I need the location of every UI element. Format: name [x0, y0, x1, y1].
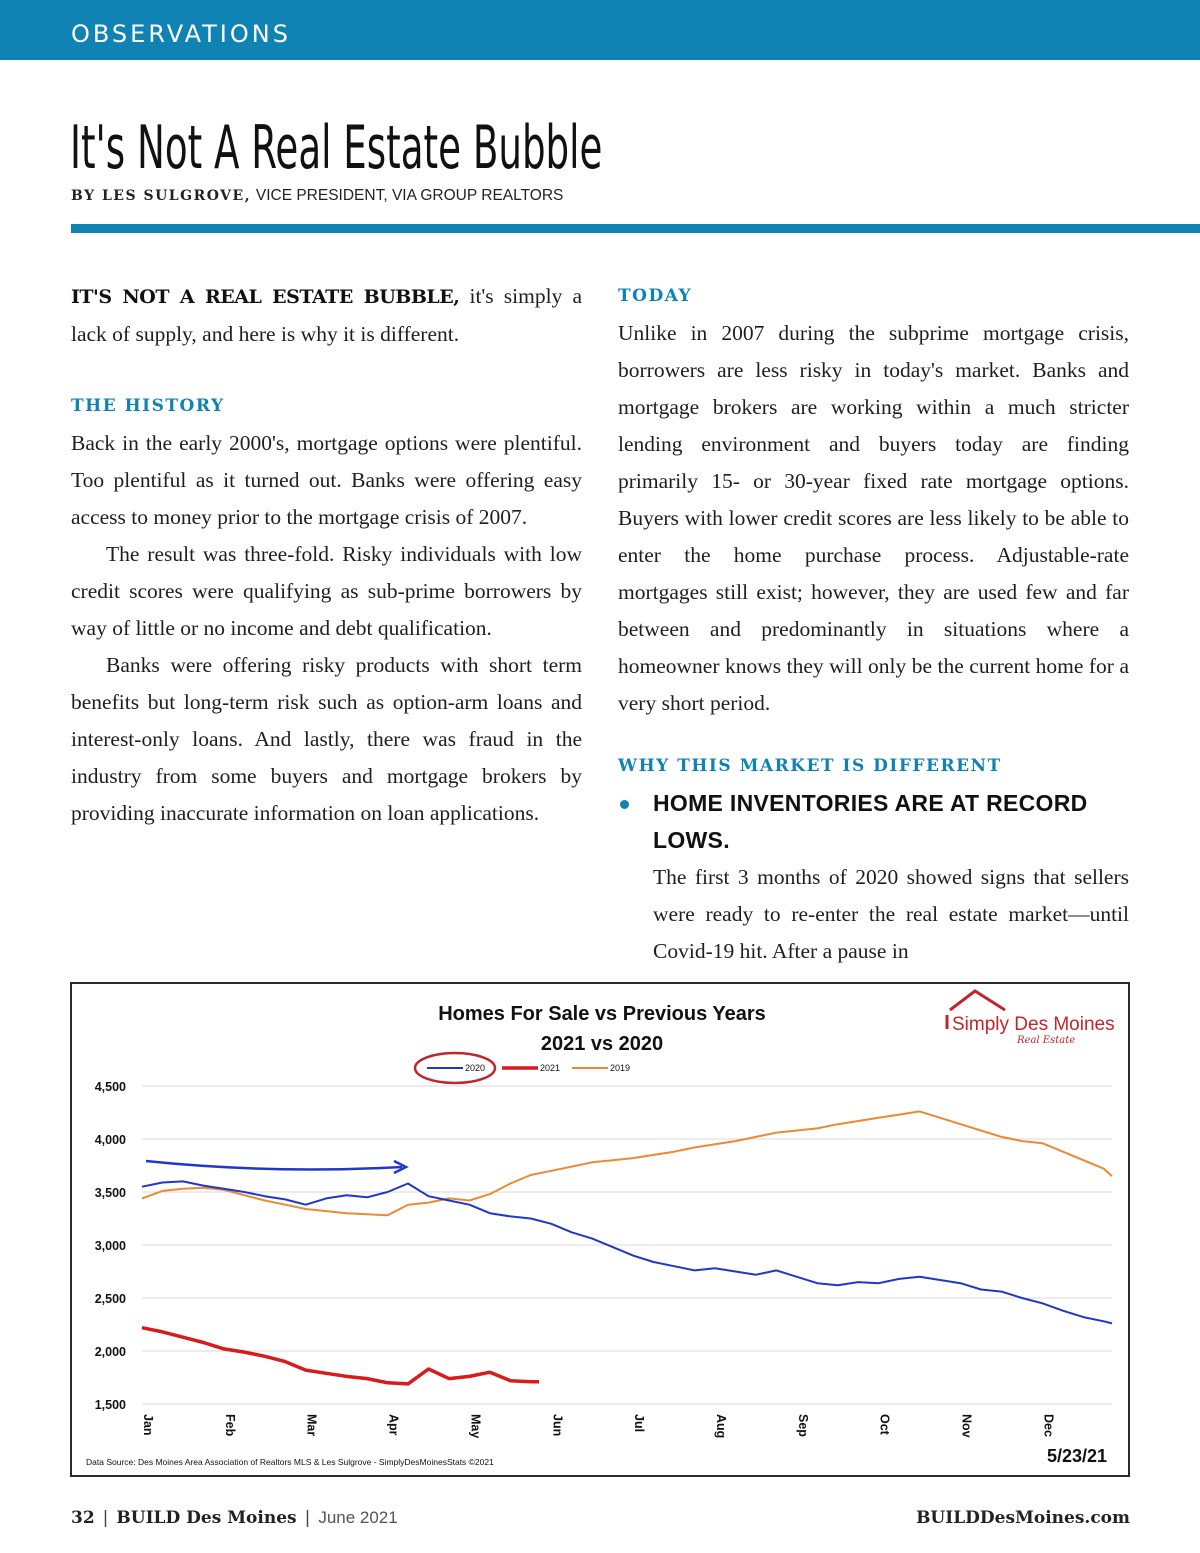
- byline-author: BY LES SULGROVE,: [71, 188, 252, 204]
- lead-paragraph: [71, 278, 582, 353]
- footer-left: [71, 1508, 398, 1528]
- x-tick-label: Dec: [1041, 1414, 1056, 1437]
- lead-text: it's simply a lack of supply, and here is why it is different.: [71, 284, 582, 346]
- inventory-chart: [70, 982, 1130, 1477]
- y-tick-label: 3,500: [94, 1186, 126, 1200]
- x-tick-label: Aug: [713, 1414, 728, 1439]
- byline: [71, 186, 563, 205]
- website-link[interactable]: BUILDDesMoines.com: [916, 1508, 1130, 1528]
- x-tick-label: May: [468, 1414, 483, 1439]
- article-column-left: [71, 278, 582, 832]
- x-tick-label: Nov: [959, 1414, 974, 1438]
- today-paragraph: Unlike in 2007 during the subprime mortgage crisis, borrowers are less risky in today's market. Banks and mortgage brokers are working within a much stricter lending environment and buyers today are finding primarily 15- or 30-year fixed rate mortgage options. Buyers with lower credit scores are less likely to be able to enter the home purchase process. Adjustable-rate mortgages still exist; however, they are used few and far between and predominantly in situations where a homeowner knows they will only be the current home for a very short period.: [618, 321, 1129, 715]
- y-tick-label: 4,500: [94, 1080, 126, 1094]
- history-paragraph-3: Banks were offering risky products with short term benefits but long-term risk such as option-arm loans and interest-only loans. And lastly, there was fraud in the industry from some buyers and mortgage brokers by providing inaccurate information on loan applications.: [71, 653, 582, 825]
- house-roof-icon: [950, 991, 1005, 1010]
- publication-name: BUILD Des Moines: [116, 1508, 297, 1528]
- y-tick-label: 1,500: [94, 1398, 126, 1412]
- history-heading: THE HISTORY: [71, 396, 225, 416]
- different-heading: WHY THIS MARKET IS DIFFERENT: [618, 756, 1002, 776]
- issue-date: June 2021: [318, 1508, 398, 1527]
- legend-label-2019: 2019: [610, 1063, 631, 1073]
- y-tick-label: 4,000: [94, 1133, 126, 1147]
- today-heading: TODAY: [618, 286, 693, 306]
- y-tick-label: 2,000: [94, 1345, 126, 1359]
- x-tick-label: Sep: [795, 1414, 810, 1437]
- x-tick-label: Feb: [222, 1414, 237, 1437]
- x-tick-label: Jun: [550, 1414, 565, 1437]
- history-paragraph-1: Back in the early 2000's, mortgage options were plentiful. Too plentiful as it turned out. Banks were offering easy access to money prior to the mortgage crisis of 2007.: [71, 431, 582, 529]
- logo-subtext: Real Estate: [1017, 1035, 1076, 1046]
- logo-text: Simply Des Moines: [952, 1014, 1115, 1035]
- chart-subtitle: 2021 vs 2020: [540, 1033, 664, 1055]
- section-header-bar: [0, 0, 1200, 60]
- chart-gridlines: [142, 1086, 1112, 1404]
- series-line-2021: [142, 1328, 539, 1384]
- chart-title: Homes For Sale vs Previous Years: [438, 1003, 766, 1025]
- bullet-dot: [620, 800, 629, 809]
- article-title: It's Not A Real Estate Bubble: [70, 113, 603, 183]
- y-tick-label: 2,500: [94, 1292, 126, 1306]
- chart-legend: [427, 1063, 630, 1073]
- chart-x-axis: [141, 1414, 1055, 1438]
- x-tick-label: Mar: [304, 1414, 319, 1437]
- logo: [947, 991, 1115, 1046]
- footer-separator: |: [304, 1508, 311, 1528]
- title-divider: [71, 224, 1200, 233]
- x-tick-label: Jul: [632, 1414, 647, 1433]
- page-number: 32: [71, 1508, 95, 1528]
- chart-footnote: Data Source: Des Moines Area Association of Realtors MLS & Les Sulgrove - SimplyDesMoinesStats ©2021: [86, 1457, 494, 1467]
- chart-date-label: 5/23/21: [1046, 1446, 1107, 1466]
- y-tick-label: 3,000: [94, 1239, 126, 1253]
- chart-y-axis: [95, 1080, 126, 1412]
- lead-heading: IT'S NOT A REAL ESTATE BUBBLE,: [71, 286, 460, 308]
- history-paragraph-2: The result was three-fold. Risky individuals with low credit scores were qualifying as sub-prime borrowers by way of little or no income and debt qualification.: [71, 542, 582, 640]
- bullet-item: [618, 785, 1129, 970]
- bullet-heading: HOME INVENTORIES ARE AT RECORD LOWS.: [653, 790, 1088, 853]
- series-line-2020: [142, 1181, 1112, 1323]
- trend-arrow: [146, 1161, 402, 1169]
- legend-label-2021: 2021: [540, 1063, 561, 1073]
- chart-canvas: [72, 984, 1128, 1475]
- x-tick-label: Jan: [141, 1414, 155, 1436]
- chart-series: [142, 1111, 1112, 1384]
- bullet-text: The first 3 months of 2020 showed signs that sellers were ready to re-enter the real estate market—until Covid-19 hit. After a pause in: [653, 865, 1129, 963]
- footer-separator: |: [102, 1508, 109, 1528]
- chart-annotations: [146, 1053, 495, 1173]
- x-tick-label: Apr: [386, 1414, 401, 1436]
- article-column-right: [618, 278, 1129, 970]
- byline-role: VICE PRESIDENT, VIA GROUP REALTORS: [255, 187, 564, 204]
- x-tick-label: Oct: [877, 1414, 892, 1435]
- legend-label-2020: 2020: [465, 1063, 486, 1073]
- section-label: OBSERVATIONS: [71, 20, 291, 48]
- footer-right: [916, 1508, 1130, 1528]
